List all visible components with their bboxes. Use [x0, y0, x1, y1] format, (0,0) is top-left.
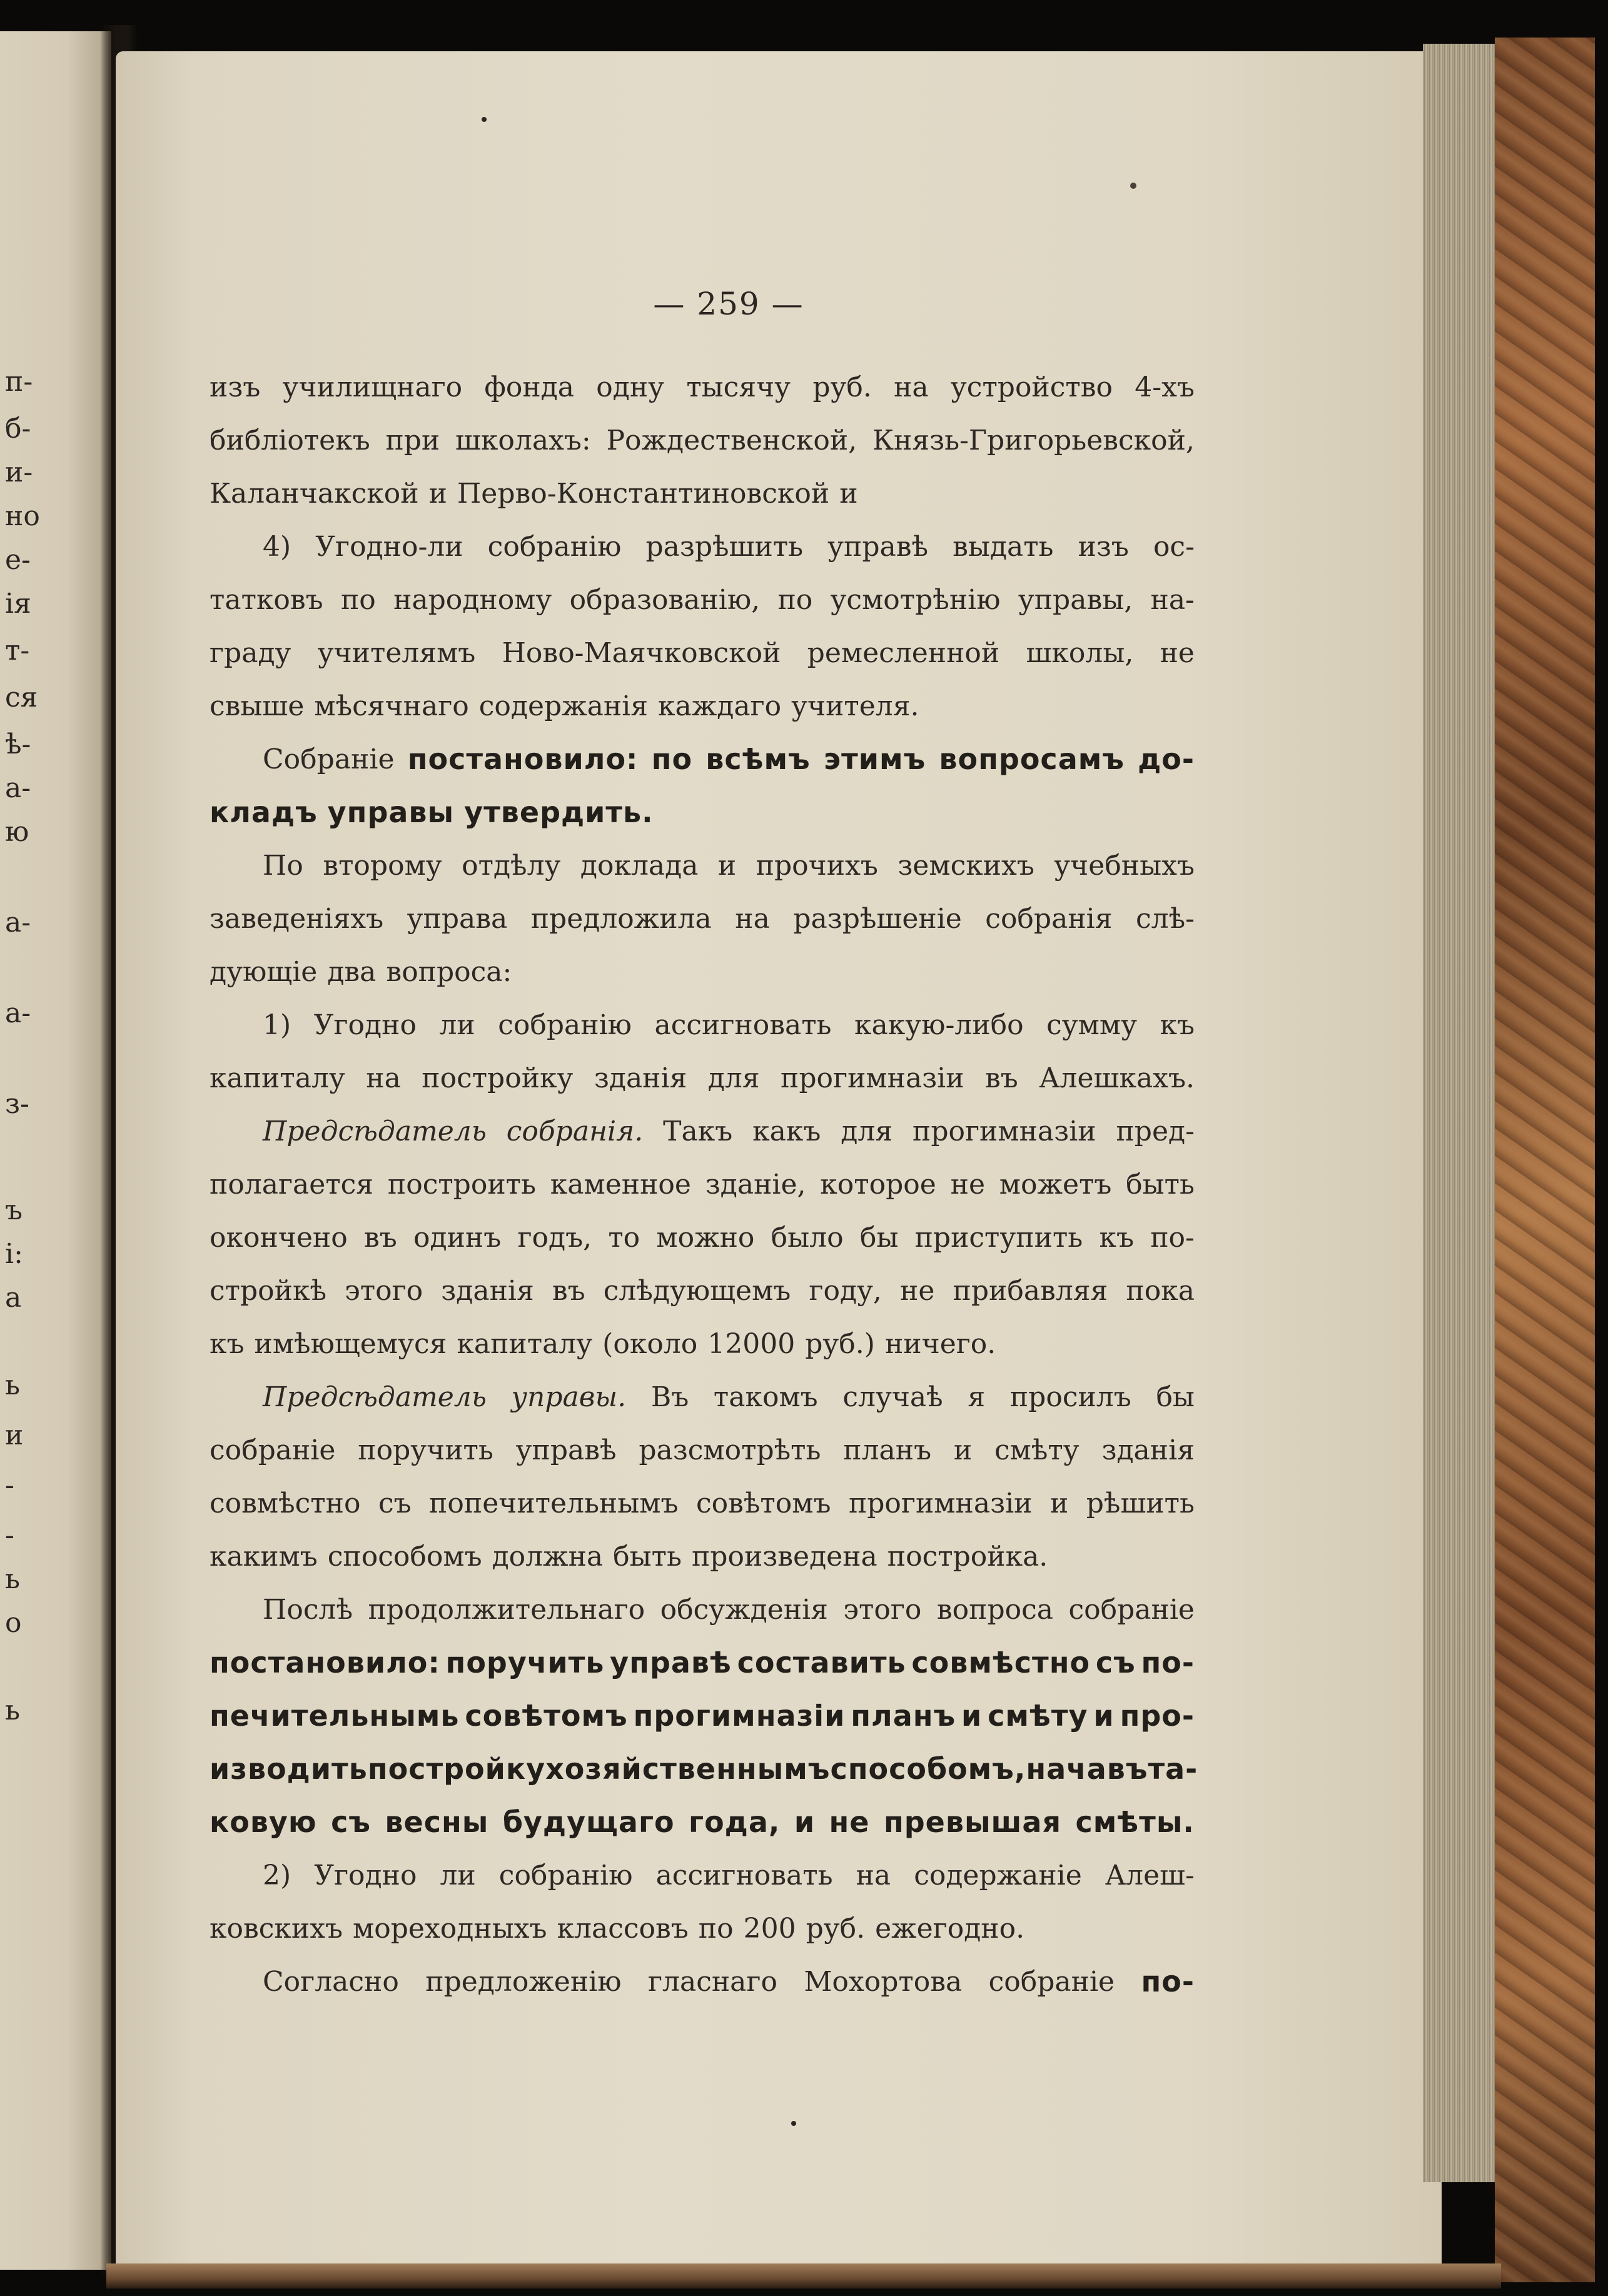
word: управѣ	[827, 531, 929, 563]
word: Угодно	[313, 1009, 417, 1041]
word: по-	[1141, 1646, 1195, 1679]
word: полагается	[210, 1169, 374, 1201]
word: вопроса:	[386, 956, 512, 988]
word: быть	[1126, 1169, 1195, 1201]
word: не	[1160, 637, 1195, 669]
text-line	[210, 1743, 1198, 1796]
word: управы	[327, 795, 455, 829]
word: по	[698, 1913, 734, 1945]
word: Предсѣдатель	[263, 1115, 487, 1147]
word: и	[717, 850, 737, 882]
word: стройкѣ	[210, 1275, 326, 1307]
text-line	[210, 1689, 1195, 1743]
word: годъ,	[517, 1222, 592, 1254]
word: фонда	[484, 371, 575, 403]
right-page	[116, 51, 1442, 2277]
text-line	[210, 680, 1195, 733]
word: по-	[1150, 1222, 1195, 1254]
word: къ	[1099, 1222, 1134, 1254]
word: учебныхъ	[1054, 850, 1195, 882]
text-line	[210, 467, 1195, 520]
text-line	[210, 1211, 1195, 1264]
ink-speck	[791, 2121, 796, 2126]
word: такомъ	[713, 1381, 818, 1413]
left-page-fragment: п-	[5, 366, 33, 398]
word: и	[953, 1434, 973, 1466]
word: планъ	[843, 1434, 932, 1466]
left-page-fragment: ь	[5, 1694, 20, 1726]
word: постройку	[367, 1752, 546, 1786]
word: собраніе	[210, 1434, 336, 1466]
word: съ	[331, 1805, 371, 1839]
text-line	[210, 414, 1195, 467]
word: превышая	[883, 1805, 1061, 1839]
word: прогимназіи	[781, 1062, 964, 1094]
left-page-text-fragments	[0, 31, 111, 2270]
word: обсужденія	[660, 1594, 828, 1626]
word: учителямъ	[317, 637, 476, 669]
word: свыше	[210, 690, 305, 722]
word: отдѣлу	[462, 850, 561, 882]
word: зданія	[441, 1275, 534, 1307]
word: въ	[364, 1222, 397, 1254]
text-line	[210, 627, 1195, 680]
word: совѣтомъ	[465, 1699, 628, 1733]
word: капиталу	[210, 1062, 345, 1094]
word: Перво-Константиновской	[457, 478, 830, 510]
word: Алеш-	[1105, 1860, 1195, 1891]
word: библіотекъ	[210, 425, 370, 456]
word: предложила	[530, 903, 712, 935]
word: разрѣшеніе	[793, 903, 962, 935]
word: планъ	[851, 1699, 956, 1733]
word: заведеніяхъ	[210, 903, 384, 935]
word: можетъ	[999, 1169, 1112, 1201]
text-line	[210, 892, 1195, 945]
word: приступить	[914, 1222, 1083, 1254]
word: одинъ	[413, 1222, 502, 1254]
word: 4-хъ	[1135, 371, 1195, 403]
word: вопроса	[936, 1594, 1054, 1626]
word: по	[777, 584, 813, 616]
word: для	[707, 1062, 760, 1094]
word: постройку	[422, 1062, 574, 1094]
ink-speck	[482, 117, 487, 122]
word: собранія.	[506, 1115, 644, 1147]
word: зданіе,	[705, 1169, 806, 1201]
word: та-	[1148, 1752, 1198, 1786]
text-line	[210, 520, 1195, 573]
word: до-	[1138, 742, 1195, 776]
word: капиталу	[457, 1328, 593, 1360]
word: произведена	[691, 1541, 877, 1573]
word: Угодно-ли	[315, 531, 463, 563]
word: Собраніе	[263, 743, 395, 775]
word: постановило:	[407, 742, 639, 776]
text-line	[210, 1317, 1195, 1371]
left-page-fragment: а	[5, 1282, 22, 1314]
word: то	[608, 1222, 640, 1254]
word: земскихъ	[898, 850, 1034, 882]
word: руб.	[812, 371, 872, 403]
word: Алешкахъ.	[1039, 1062, 1195, 1094]
word: собранію	[498, 1009, 632, 1041]
word: второму	[323, 850, 442, 882]
word: ассигновать	[654, 1009, 832, 1041]
word: прочихъ	[756, 850, 878, 882]
word: 12000	[707, 1328, 796, 1360]
left-page-fragment: и-	[5, 456, 33, 488]
word: на	[366, 1062, 401, 1094]
word: ничего.	[884, 1328, 996, 1360]
word: по	[651, 742, 693, 776]
word: дующіе	[210, 956, 318, 988]
word: зданія	[594, 1062, 687, 1094]
word: Такъ	[663, 1115, 733, 1147]
word: каждаго	[658, 690, 782, 722]
word: Предсѣдатель	[263, 1381, 487, 1413]
word: кладъ	[210, 795, 318, 829]
word: Ново-Маячковской	[502, 637, 781, 669]
text-line	[210, 945, 1195, 999]
word: изводить	[210, 1752, 368, 1786]
word: бы	[859, 1222, 899, 1254]
left-page-fragment: і:	[5, 1238, 23, 1270]
word: училищнаго	[282, 371, 463, 403]
word: на	[735, 903, 770, 935]
word: татковъ	[210, 584, 323, 616]
word: совмѣстно	[210, 1488, 361, 1519]
page-body-text	[210, 361, 1198, 2008]
word: совѣтомъ	[695, 1488, 831, 1519]
bottom-page-edge	[106, 2263, 1501, 2288]
word: къ	[210, 1328, 245, 1360]
text-line	[210, 839, 1195, 892]
word: устройство	[950, 371, 1113, 403]
word: и	[428, 478, 447, 510]
text-line	[210, 1955, 1195, 2008]
word: прогимназіи	[913, 1115, 1096, 1147]
text-line	[210, 1158, 1195, 1211]
word: Князь-Григорьевской,	[872, 425, 1195, 456]
left-page-fragment: а-	[5, 907, 31, 939]
word: прогимназіи	[633, 1699, 846, 1733]
word: сумму	[1046, 1009, 1137, 1041]
word: смѣты.	[1075, 1805, 1195, 1839]
word: ковскихъ	[210, 1913, 343, 1945]
left-page-fragment: о	[5, 1607, 22, 1639]
text-line	[210, 1105, 1195, 1158]
left-page-fragment: ъ	[5, 1194, 23, 1226]
text-line	[210, 1264, 1195, 1317]
word: на	[856, 1860, 891, 1891]
word: и	[794, 1805, 816, 1839]
text-line	[210, 1371, 1195, 1424]
word: разрѣшить	[645, 531, 804, 563]
left-page-fragment: з-	[5, 1088, 29, 1120]
marbled-cover-edge	[1495, 38, 1595, 2282]
word: 4)	[263, 531, 291, 563]
word: ковую	[210, 1805, 317, 1839]
word: 1)	[263, 1009, 291, 1041]
word: не	[900, 1275, 935, 1307]
left-page-fragment: б-	[5, 413, 31, 445]
word: какимъ	[210, 1541, 318, 1573]
word: По	[263, 850, 303, 882]
word: мѣсячнаго	[314, 690, 469, 722]
word: быть	[613, 1541, 682, 1573]
word: построить	[387, 1169, 536, 1201]
word: собранію	[498, 1860, 633, 1891]
word: Рождественской,	[606, 425, 857, 456]
text-line	[210, 1052, 1195, 1105]
page-number: — 259 —	[653, 286, 804, 322]
word: ос-	[1153, 531, 1195, 563]
text-line	[210, 1636, 1195, 1689]
word: гласнаго	[647, 1966, 777, 1998]
word: граду	[210, 637, 291, 669]
word: весны	[385, 1805, 489, 1839]
word: составить	[737, 1646, 906, 1679]
word: школы,	[1026, 637, 1134, 669]
word: (около	[602, 1328, 698, 1360]
word: про-	[1120, 1699, 1195, 1733]
word: прибавляя	[953, 1275, 1108, 1307]
text-line	[210, 733, 1195, 786]
word: не	[829, 1805, 870, 1839]
word: управѣ	[610, 1646, 732, 1679]
word: способомъ,	[830, 1752, 1026, 1786]
word: содержаніе	[914, 1860, 1082, 1891]
left-page-fragment: ѣ-	[5, 728, 31, 760]
word: совмѣстно	[911, 1646, 1091, 1679]
word: къ	[1160, 1009, 1195, 1041]
word: имѣющемуся	[254, 1328, 447, 1360]
left-page-fragment: а-	[5, 997, 31, 1029]
text-line	[210, 786, 1195, 839]
word: прогимназіи	[848, 1488, 1033, 1519]
left-page-fragment: но	[5, 500, 40, 532]
word: случаѣ	[842, 1381, 943, 1413]
word: Послѣ	[263, 1594, 353, 1626]
word: какъ	[752, 1115, 821, 1147]
word: печительнымь	[210, 1699, 460, 1733]
word: всѣмъ	[705, 742, 811, 776]
word: управы.	[511, 1381, 627, 1413]
word: было	[771, 1222, 844, 1254]
word: на	[894, 371, 929, 403]
word: хозяйственнымъ	[545, 1752, 831, 1786]
word: каменное	[550, 1169, 691, 1201]
text-line	[210, 1902, 1195, 1955]
word: этого	[843, 1594, 922, 1626]
word: вопросамъ	[939, 742, 1125, 776]
word: въ	[985, 1062, 1018, 1094]
word: попечительнымъ	[429, 1488, 679, 1519]
word: на-	[1150, 584, 1195, 616]
text-line	[210, 999, 1195, 1052]
word: продолжительнаго	[368, 1594, 645, 1626]
word: для	[841, 1115, 893, 1147]
word: по-	[1141, 1965, 1195, 1998]
word: ассигновать	[655, 1860, 833, 1891]
word: постановило:	[210, 1646, 440, 1679]
word: выдать	[953, 531, 1054, 563]
word: содержанія	[478, 690, 649, 722]
text-line	[210, 1424, 1195, 1477]
text-line	[210, 1530, 1195, 1583]
word: просилъ	[1009, 1381, 1131, 1413]
word: въ	[552, 1275, 585, 1307]
left-page-fragment: ь	[5, 1563, 20, 1595]
word: съ	[378, 1488, 412, 1519]
word: года,	[689, 1805, 781, 1839]
text-line	[210, 1477, 1195, 1530]
word: пред-	[1116, 1115, 1195, 1147]
word: управы,	[1018, 584, 1133, 616]
word: ли	[440, 1860, 476, 1891]
left-page-fragment: и	[5, 1419, 24, 1451]
word: поручить	[358, 1434, 493, 1466]
text-line	[210, 361, 1195, 414]
word: образованію,	[569, 584, 761, 616]
word: доклада	[580, 850, 699, 882]
word: и	[1093, 1699, 1115, 1733]
word: бы	[1156, 1381, 1195, 1413]
page-edges	[1423, 44, 1498, 2182]
word: предложенію	[425, 1966, 622, 1998]
word: разсмотрѣть	[639, 1434, 821, 1466]
left-page-fragment: а-	[5, 772, 31, 804]
word: зданія	[1101, 1434, 1195, 1466]
word: слѣ-	[1135, 903, 1195, 935]
left-page-fragment: ія	[5, 588, 31, 620]
word: должна	[492, 1541, 604, 1573]
word: пока	[1126, 1275, 1195, 1307]
word: управа	[407, 903, 508, 935]
word: школахъ:	[455, 425, 591, 456]
word: начавъ	[1026, 1752, 1148, 1786]
word: поручить	[445, 1646, 605, 1679]
word: съ	[1095, 1646, 1136, 1679]
word: способомъ	[327, 1541, 482, 1573]
word: 200	[743, 1913, 796, 1945]
word: учителя.	[791, 690, 919, 722]
word: руб.)	[805, 1328, 875, 1360]
word: ремесленной	[807, 637, 1000, 669]
word: и	[961, 1699, 983, 1733]
word: смѣту	[994, 1434, 1080, 1466]
ink-speck	[1130, 183, 1136, 189]
word: рѣшить	[1086, 1488, 1195, 1519]
word: одну	[596, 371, 665, 403]
word: Каланчакской	[210, 478, 419, 510]
word: усмотрѣнію	[830, 584, 1001, 616]
word: два	[327, 956, 377, 988]
word: мореходныхъ	[353, 1913, 547, 1945]
word: классовъ	[557, 1913, 689, 1945]
left-page-fragment: е-	[5, 544, 31, 576]
word: я	[968, 1381, 986, 1413]
word: по	[340, 584, 376, 616]
word: смѣту	[988, 1699, 1088, 1733]
word: изъ	[1078, 531, 1129, 563]
word: которое	[820, 1169, 936, 1201]
word: собранію	[487, 531, 622, 563]
word: утвердить.	[464, 795, 654, 829]
left-page-fragment: ь	[5, 1369, 20, 1401]
word: собраніе	[988, 1966, 1115, 1998]
word: этимъ	[823, 742, 926, 776]
left-page-fragment: т-	[5, 635, 30, 667]
word: Угодно	[314, 1860, 417, 1891]
word: изъ	[210, 371, 261, 403]
word: собранія	[985, 903, 1113, 935]
text-line	[210, 573, 1195, 627]
word: этого	[345, 1275, 423, 1307]
text-line	[210, 1849, 1195, 1902]
word: и	[839, 478, 858, 510]
word: управѣ	[515, 1434, 617, 1466]
word: слѣдующемъ	[603, 1275, 791, 1307]
word: Въ	[650, 1381, 689, 1413]
word: 2)	[263, 1860, 291, 1891]
left-page-fragment: ю	[5, 816, 29, 848]
word: Мохортова	[804, 1966, 963, 1998]
word: будущаго	[502, 1805, 675, 1839]
left-page	[0, 31, 111, 2270]
word: при	[385, 425, 440, 456]
word: году,	[809, 1275, 882, 1307]
word: какую-либо	[854, 1009, 1024, 1041]
word: ежегодно.	[875, 1913, 1025, 1945]
word: не	[950, 1169, 985, 1201]
text-line	[210, 1583, 1195, 1636]
word: Согласно	[263, 1966, 399, 1998]
word: руб.	[806, 1913, 866, 1945]
left-page-fragment: ся	[5, 682, 38, 713]
word: постройка.	[887, 1541, 1048, 1573]
word: и	[1049, 1488, 1069, 1519]
word: ли	[439, 1009, 475, 1041]
word: собраніе	[1068, 1594, 1195, 1626]
word: народному	[393, 584, 552, 616]
word: тысячу	[686, 371, 791, 403]
left-page-fragment: -	[5, 1469, 14, 1501]
left-page-fragment: -	[5, 1519, 14, 1551]
word: окончено	[210, 1222, 348, 1254]
word: можно	[656, 1222, 755, 1254]
text-line	[210, 1796, 1195, 1849]
